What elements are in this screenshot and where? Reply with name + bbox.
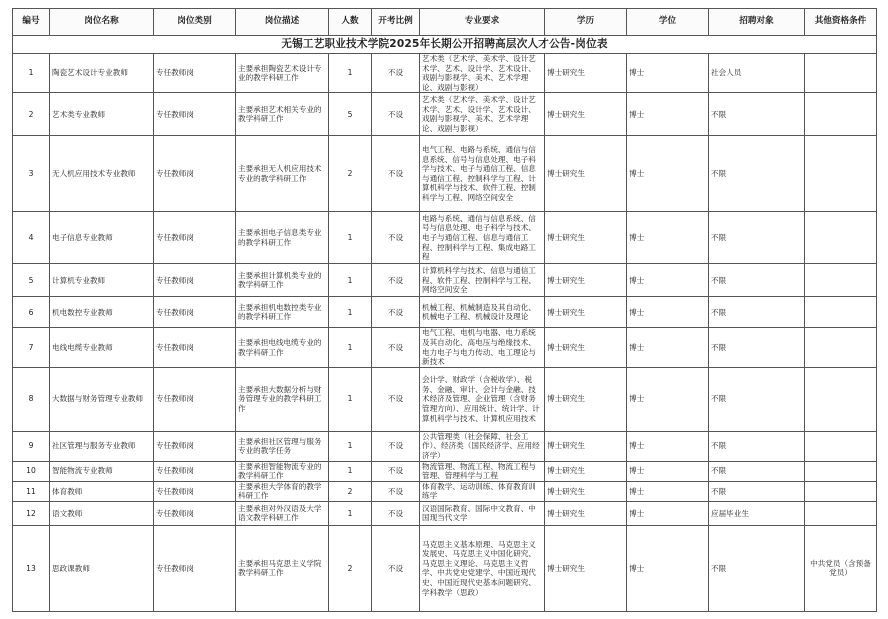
column-header: 其他资格条件 [805,9,877,36]
cell-number: 1 [13,54,50,93]
cell-education: 博士研究生 [545,297,627,328]
table-row [13,525,877,611]
cell-target: 不限 [709,328,805,367]
cell-ratio: 不设 [372,212,420,264]
cell-other [805,54,877,93]
cell-education: 博士研究生 [545,431,627,461]
cell-position-name: 电子信息专业教师 [50,212,154,264]
cell-target: 不限 [709,136,805,212]
cell-number: 4 [13,212,50,264]
cell-ratio: 不设 [372,525,420,611]
cell-category: 专任教师岗 [154,297,236,328]
cell-degree: 博士 [627,297,709,328]
cell-degree: 博士 [627,481,709,501]
cell-number: 13 [13,525,50,611]
cell-position-name: 社区管理与服务专业教师 [50,431,154,461]
page-title: 无锡工艺职业技术学院2025年长期公开招聘高层次人才公告-岗位表 [13,36,877,54]
cell-position-name: 大数据与财务管理专业教师 [50,367,154,431]
cell-position-name: 电线电缆专业教师 [50,328,154,367]
cell-target: 不限 [709,431,805,461]
cell-degree: 博士 [627,54,709,93]
cell-other [805,431,877,461]
cell-major: 会计学、财政学（含税收学）、税务、金融、审计、会计与金融、技术经济及管理、企业管理（含财务管理方向）、应用统计、统计学、计算机科学与技术、计算机应用技术 [420,367,545,431]
cell-description: 主要承担对外汉语及大学语文教学科研工作 [236,501,329,525]
column-header: 岗位类别 [154,9,236,36]
cell-major: 电路与系统、通信与信息系统、信号与信息处理、电子科学与技术、电子与通信工程、信息与通信工程、控制科学与工程、集成电路工程 [420,212,545,264]
cell-number: 7 [13,328,50,367]
cell-target: 社会人员 [709,54,805,93]
cell-description: 主要承担机电数控类专业的教学科研工作 [236,297,329,328]
cell-count: 1 [329,501,372,525]
table-row [13,136,877,212]
cell-count: 1 [329,367,372,431]
cell-count: 1 [329,431,372,461]
column-header: 编号 [13,9,50,36]
cell-other [805,93,877,136]
table-row [13,93,877,136]
cell-category: 专任教师岗 [154,525,236,611]
cell-count: 5 [329,93,372,136]
column-header: 人数 [329,9,372,36]
cell-category: 专任教师岗 [154,501,236,525]
cell-other [805,328,877,367]
cell-category: 专任教师岗 [154,54,236,93]
cell-target: 不限 [709,481,805,501]
cell-target: 不限 [709,212,805,264]
cell-degree: 博士 [627,501,709,525]
cell-target: 不限 [709,264,805,297]
cell-description: 主要承担电子信息类专业的教学科研工作 [236,212,329,264]
table-row [13,328,877,367]
cell-other [805,136,877,212]
cell-ratio: 不设 [372,431,420,461]
column-header: 学历 [545,9,627,36]
cell-category: 专任教师岗 [154,481,236,501]
column-header: 专业要求 [420,9,545,36]
cell-major: 艺术类（艺术学、美术学、设计艺术学、艺术、设计学、艺术设计、戏剧与影视学、美术、艺术学理论、戏剧与影视） [420,54,545,93]
cell-ratio: 不设 [372,54,420,93]
cell-target: 不限 [709,93,805,136]
cell-position-name: 语文教师 [50,501,154,525]
cell-category: 专任教师岗 [154,328,236,367]
recruitment-sheet [12,8,876,612]
cell-ratio: 不设 [372,328,420,367]
cell-description: 主要承担电线电缆专业的教学科研工作 [236,328,329,367]
positions-table [12,8,877,612]
cell-count: 1 [329,328,372,367]
table-row [13,54,877,93]
table-row [13,481,877,501]
cell-education: 博士研究生 [545,367,627,431]
column-header: 学位 [627,9,709,36]
cell-major: 机械工程、机械制造及其自动化、机械电子工程、机械设计及理论 [420,297,545,328]
cell-major: 体育教学、运动训练、体育教育训练学 [420,481,545,501]
cell-other [805,461,877,481]
table-row [13,461,877,481]
cell-ratio: 不设 [372,481,420,501]
cell-description: 主要承担大学体育的教学科研工作 [236,481,329,501]
cell-number: 10 [13,461,50,481]
cell-ratio: 不设 [372,461,420,481]
cell-education: 博士研究生 [545,501,627,525]
cell-category: 专任教师岗 [154,367,236,431]
cell-education: 博士研究生 [545,136,627,212]
cell-major: 物流管理、物流工程、物流工程与管理、管理科学与工程 [420,461,545,481]
cell-major: 艺术类（艺术学、美术学、设计艺术学、艺术、设计学、艺术设计、戏剧与影视学、美术、艺术学理论、戏剧与影视） [420,93,545,136]
cell-education: 博士研究生 [545,212,627,264]
cell-target: 不限 [709,297,805,328]
cell-major: 电气工程、电路与系统、通信与信息系统、信号与信息处理、电子科学与技术、电子与通信工程、信息与通信工程、控制科学与工程、计算机科学与技术、软件工程、控制科学与工程、网络空间安全 [420,136,545,212]
cell-degree: 博士 [627,525,709,611]
cell-ratio: 不设 [372,136,420,212]
cell-number: 9 [13,431,50,461]
cell-ratio: 不设 [372,367,420,431]
cell-education: 博士研究生 [545,328,627,367]
cell-degree: 博士 [627,431,709,461]
cell-number: 3 [13,136,50,212]
cell-education: 博士研究生 [545,461,627,481]
cell-position-name: 无人机应用技术专业教师 [50,136,154,212]
cell-count: 1 [329,212,372,264]
cell-major: 马克思主义基本原理、马克思主义发展史、马克思主义中国化研究、马克思主义理论、马克思主义哲学、中共党史党建学、中国近现代史、中国近现代史基本问题研究、学科教学（思政） [420,525,545,611]
table-body [13,54,877,612]
cell-other [805,481,877,501]
header-row [13,9,877,36]
cell-target: 不限 [709,525,805,611]
cell-major: 汉语国际教育、国际中文教育、中国现当代文学 [420,501,545,525]
cell-degree: 博士 [627,264,709,297]
cell-degree: 博士 [627,328,709,367]
cell-other [805,367,877,431]
cell-position-name: 陶瓷艺术设计专业教师 [50,54,154,93]
cell-description: 主要承担无人机应用技术专业的教学科研工作 [236,136,329,212]
cell-major: 电气工程、电机与电器、电力系统及其自动化、高电压与绝缘技术、电力电子与电力传动、电工理论与新技术 [420,328,545,367]
cell-education: 博士研究生 [545,93,627,136]
cell-ratio: 不设 [372,297,420,328]
cell-description: 主要承担计算机类专业的教学科研工作 [236,264,329,297]
cell-other [805,297,877,328]
cell-description: 主要承担艺术相关专业的教学科研工作 [236,93,329,136]
cell-ratio: 不设 [372,501,420,525]
table-header [13,9,877,36]
cell-degree: 博士 [627,461,709,481]
cell-ratio: 不设 [372,93,420,136]
cell-degree: 博士 [627,136,709,212]
cell-category: 专任教师岗 [154,136,236,212]
title-row [13,36,877,54]
cell-category: 专任教师岗 [154,264,236,297]
table-row [13,501,877,525]
cell-degree: 博士 [627,93,709,136]
cell-category: 专任教师岗 [154,461,236,481]
cell-other [805,264,877,297]
cell-count: 2 [329,525,372,611]
column-header: 岗位名称 [50,9,154,36]
column-header: 招聘对象 [709,9,805,36]
table-row [13,264,877,297]
table-row [13,431,877,461]
table-row [13,367,877,431]
cell-degree: 博士 [627,367,709,431]
cell-degree: 博士 [627,212,709,264]
cell-category: 专任教师岗 [154,93,236,136]
cell-position-name: 计算机专业教师 [50,264,154,297]
cell-target: 不限 [709,367,805,431]
cell-position-name: 机电数控专业教师 [50,297,154,328]
cell-count: 1 [329,297,372,328]
cell-description: 主要承担陶瓷艺术设计专业的教学科研工作 [236,54,329,93]
cell-education: 博士研究生 [545,525,627,611]
cell-number: 6 [13,297,50,328]
cell-position-name: 艺术类专业教师 [50,93,154,136]
cell-other [805,212,877,264]
cell-description: 主要承担马克思主义学院教学科研工作 [236,525,329,611]
cell-number: 8 [13,367,50,431]
cell-position-name: 体育教师 [50,481,154,501]
cell-other [805,501,877,525]
table-row [13,212,877,264]
cell-target: 不限 [709,461,805,481]
cell-count: 1 [329,461,372,481]
cell-position-name: 智能物流专业教师 [50,461,154,481]
cell-other: 中共党员（含预备党员） [805,525,877,611]
cell-count: 1 [329,54,372,93]
column-header: 岗位描述 [236,9,329,36]
cell-education: 博士研究生 [545,264,627,297]
cell-target: 应届毕业生 [709,501,805,525]
cell-number: 12 [13,501,50,525]
cell-ratio: 不设 [372,264,420,297]
cell-number: 2 [13,93,50,136]
cell-education: 博士研究生 [545,54,627,93]
cell-number: 11 [13,481,50,501]
cell-major: 公共管理类（社会保障、社会工作）、经济类（国民经济学、应用经济学） [420,431,545,461]
cell-category: 专任教师岗 [154,431,236,461]
cell-description: 主要承担社区管理与服务专业的教学任务 [236,431,329,461]
cell-count: 1 [329,264,372,297]
cell-count: 2 [329,481,372,501]
cell-category: 专任教师岗 [154,212,236,264]
cell-number: 5 [13,264,50,297]
cell-count: 2 [329,136,372,212]
cell-education: 博士研究生 [545,481,627,501]
table-row [13,297,877,328]
column-header: 开考比例 [372,9,420,36]
cell-description: 主要承担大数据分析与财务管理专业的教学科研工作 [236,367,329,431]
cell-major: 计算机科学与技术、信息与通信工程、软件工程、控制科学与工程、网络空间安全 [420,264,545,297]
cell-position-name: 思政课教师 [50,525,154,611]
cell-description: 主要承担智能物流专业的教学科研工作 [236,461,329,481]
